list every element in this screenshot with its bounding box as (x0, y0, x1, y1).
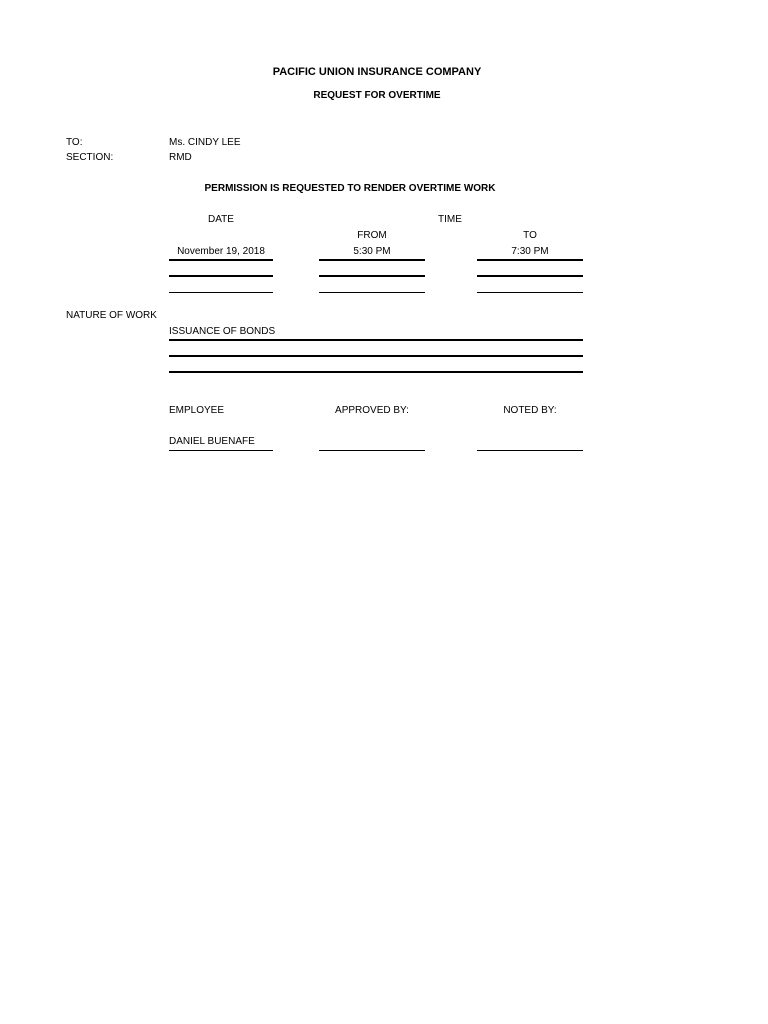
nature-underline-3 (169, 371, 583, 373)
from-header: FROM (357, 230, 387, 241)
schedule-row-1-date: November 19, 2018 (177, 246, 265, 257)
nature-underline-2 (169, 355, 583, 357)
to-label: TO: (66, 137, 83, 148)
schedule-row-1-from: 5:30 PM (353, 246, 391, 257)
to-underline-1 (477, 259, 583, 261)
nature-of-work-label: NATURE OF WORK (66, 310, 157, 321)
from-underline-2 (319, 275, 425, 277)
approved-by-label: APPROVED BY: (335, 405, 409, 416)
nature-underline-1 (169, 339, 583, 341)
company-name: PACIFIC UNION INSURANCE COMPANY (272, 66, 482, 78)
time-header: TIME (438, 214, 462, 225)
from-underline-3 (319, 292, 425, 293)
section-value: RMD (169, 152, 192, 163)
noted-signature-line (477, 450, 583, 451)
schedule-row-1-to: 7:30 PM (511, 246, 549, 257)
employee-label: EMPLOYEE (169, 405, 225, 416)
date-header: DATE (208, 214, 234, 225)
from-underline-1 (319, 259, 425, 261)
to-value: Ms. CINDY LEE (169, 137, 241, 148)
form-title: REQUEST FOR OVERTIME (313, 90, 441, 101)
employee-signature-line (169, 450, 273, 451)
noted-by-label: NOTED BY: (503, 405, 557, 416)
to-header: TO (523, 230, 537, 241)
date-underline-3 (169, 292, 273, 293)
permission-statement: PERMISSION IS REQUESTED TO RENDER OVERTIME WORK (204, 183, 496, 194)
date-underline-2 (169, 275, 273, 277)
nature-of-work-line-1: ISSUANCE OF BONDS (169, 326, 276, 337)
to-underline-3 (477, 292, 583, 293)
section-label: SECTION: (66, 152, 114, 163)
approved-signature-line (319, 450, 425, 451)
employee-name: DANIEL BUENAFE (169, 436, 255, 447)
date-underline-1 (169, 259, 273, 261)
to-underline-2 (477, 275, 583, 277)
